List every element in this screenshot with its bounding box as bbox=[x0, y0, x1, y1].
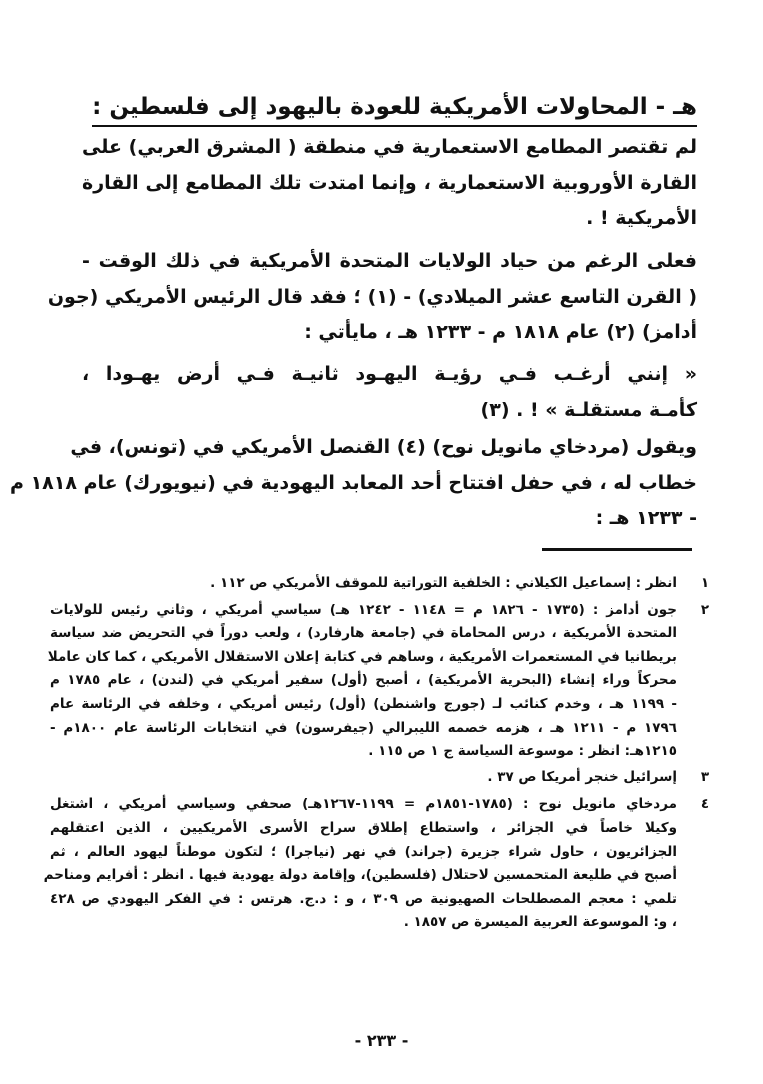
footnote-line: انظر : إسماعيل الكيلاني : الخلفية التوراتية للموقف الأمريكي ص ١١٢ . bbox=[210, 575, 677, 591]
footnote-number: ٣ bbox=[700, 768, 710, 785]
paragraph-line: الأمريكية ! . bbox=[586, 207, 697, 229]
footnote-text bbox=[43, 793, 677, 935]
paragraph-line: لم تقتصر المطامع الاستعمارية في منطقة ( المشرق العربي) على bbox=[82, 136, 697, 158]
footnote-line: إسرائيل خنجر أمريكا ص ٣٧ . bbox=[487, 768, 677, 785]
footnote-line: ١٢١٥هـ: انظر : موسوعة السياسة ج ١ ص ١١٥ . bbox=[368, 743, 677, 760]
paragraph-line: - ١٢٣٣ هـ : bbox=[595, 507, 697, 529]
section-heading bbox=[87, 92, 697, 127]
footnote-text bbox=[50, 572, 677, 596]
paragraph-line: ( القرن التاسع عشر الميلادي) - (١) ؛ فقد قال الرئيس الأمريكي (جون bbox=[47, 285, 697, 308]
paragraph-line: خطاب له ، في حفل افتتاح أحد المعابد اليهودية في (نيويورك) عام ١٨١٨ م bbox=[10, 471, 697, 494]
footnote-line: - ١١٩٩ هـ ، وخدم كنائب لـ (جورج واشنطن) (أول) رئيس أمريكي ، وخلفه في الرئاسة عام bbox=[50, 695, 677, 712]
footnote-line: ١٧٩٦ م - ١٢١١ هـ ، هزمه خصمه الليبرالي (جيفرسون) في انتخابات الرئاسة عام ١٨٠٠م - bbox=[50, 719, 677, 736]
paragraph-1 bbox=[82, 130, 697, 237]
footnote-3 bbox=[50, 766, 715, 790]
footnote-line: أصبح في طليعة المتحمسين لاحتلال (فلسطين)، وإقامة دولة يهودية فيها . انظر : أفرايم ومناحم bbox=[43, 867, 677, 884]
footnote-line: وكيلا خاصاً في الجزائر ، واستطاع إطلاق سراح الأسرى الأمريكيين ، الذين اعتقلهم bbox=[50, 819, 677, 836]
footnote-text bbox=[47, 599, 677, 764]
footnote-separator bbox=[542, 548, 692, 551]
paragraph-line: ويقول (مردخاي مانويل نوح) (٤) القنصل الأمريكي في (تونس)، في bbox=[70, 436, 697, 458]
footnote-line: مردخاي مانويل نوح : (١٧٨٥-١٨٥١م = ١١٩٩-١٢٦٧هـ) صحفي وسياسي أمريكي ، اشتغل bbox=[50, 796, 677, 813]
paragraph-4 bbox=[10, 430, 697, 537]
quotation-paragraph bbox=[82, 357, 697, 428]
footnote-line: الجزائريون ، حاول شراء جزيرة (جراند) في نهر (نياجرا) ؛ لتكون موطناً ليهود العالم ، ثم bbox=[50, 843, 677, 860]
footnote-text bbox=[50, 766, 677, 790]
page-number: - ٢٣٣ - bbox=[354, 1031, 409, 1050]
footnote-line: المتحدة الأمريكية ، درس المحاماة في (جامعة هارفارد) ، ولعب دوراً في التحريض ضد سياسة bbox=[50, 625, 677, 642]
paragraph-line: أدامز) (٢) عام ١٨١٨ م - ١٢٣٣ هـ ، مايأتي : bbox=[304, 321, 697, 343]
paragraph-line: فعلى الرغم من حياد الولايات المتحدة الأمريكية في ذلك الوقت - bbox=[82, 250, 697, 272]
footnote-number: ١ bbox=[700, 575, 710, 591]
footnote-line: تلمي : معجم المصطلحات الصهيونية ص ٣٠٩ ، و : د.ج. هرتس : في الفكر اليهودي ص ٤٢٨ bbox=[50, 890, 677, 907]
paragraph-line: كأمـة مستقلـة » ! . (٣) bbox=[480, 398, 697, 421]
footnote-line: بريطانيا في المستعمرات الأمريكية ، وساهم في كتابة إعلان الاستقلال الأمريكي ، كما كان عاملا bbox=[47, 648, 677, 665]
footnotes-list bbox=[43, 568, 715, 935]
paragraph-2 bbox=[47, 244, 697, 351]
footnote-line: ، و: الموسوعة العربية الميسرة ص ١٨٥٧ . bbox=[403, 914, 677, 931]
section-heading-text: هـ - المحاولات الأمريكية للعودة باليهود إلى فلسطين : bbox=[92, 92, 697, 127]
paragraph-line: القارة الأوروبية الاستعمارية ، وإنما امتدت تلك المطامع إلى القارة bbox=[82, 171, 697, 194]
footnote-2 bbox=[47, 599, 715, 764]
footnote-number: ٢ bbox=[700, 601, 710, 618]
footnote-line: جون أدامز : (١٧٣٥ - ١٨٢٦ م = ١١٤٨ - ١٢٤٢ هـ) سياسي أمريكي ، وثاني رئيس للولايات bbox=[50, 601, 677, 618]
footnote-4 bbox=[43, 793, 715, 935]
paragraph-line: « إنني أرغـب فـي رؤيـة اليهـود ثانيـة فـي أرض يهـودا ، bbox=[82, 363, 697, 385]
footnote-number: ٤ bbox=[700, 796, 710, 813]
footnote-line: محركاً وراء إنشاء (البحرية الأمريكية) ، أصبح (أول) سفير أمريكي في (لندن) ، عام ١٧٨٥ م bbox=[50, 672, 677, 689]
footnote-1 bbox=[50, 572, 715, 596]
